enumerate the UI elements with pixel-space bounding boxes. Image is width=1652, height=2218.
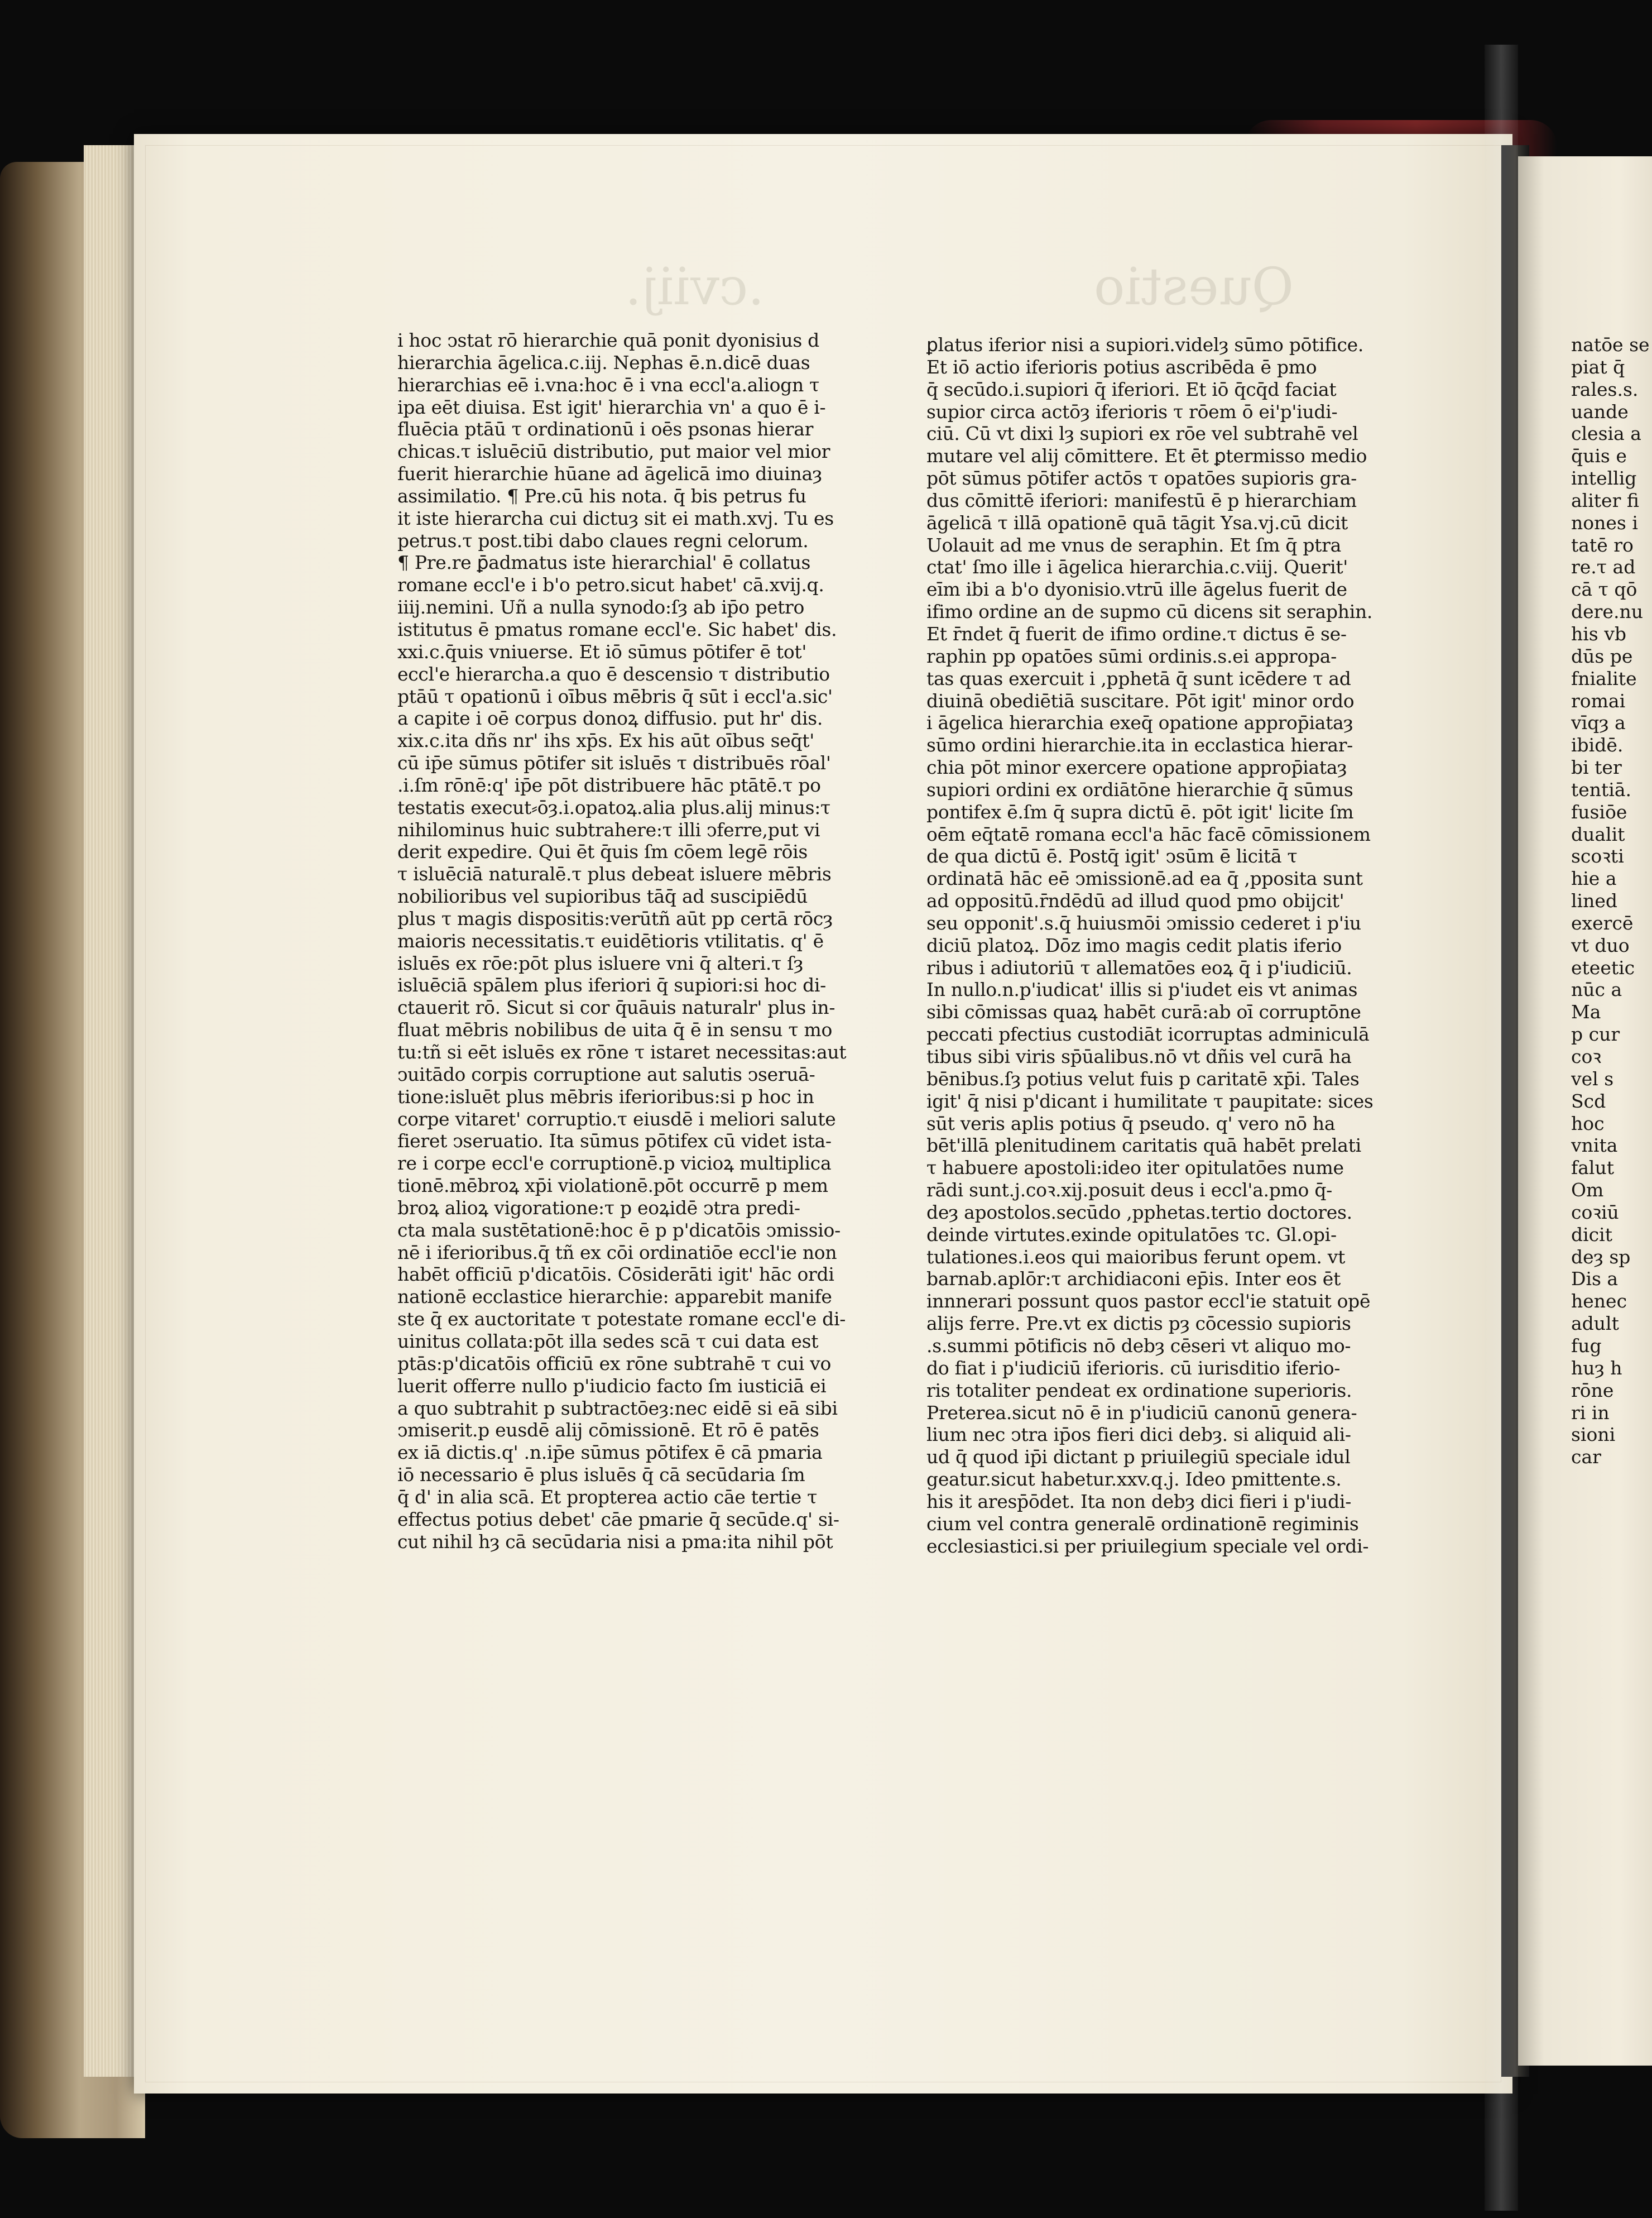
text-line-fragment: hie a [1571, 868, 1617, 890]
text-line: deinde virtutes.exinde opitulatōes τc. Gl.opi- [926, 1223, 1337, 1245]
text-line: testatis execut⸗ōȝ.i.opatoꝝ.alia plus.alij minus:τ [397, 796, 830, 818]
text-line-fragment: eteetic [1571, 956, 1635, 979]
text-line-fragment: Dis a [1571, 1268, 1619, 1290]
text-line: diuinā obediētiā suscitare. Pōt igit' minor ordo [926, 689, 1355, 712]
text-line: ribus i adiutoriū τ allematōes eoꝝ q̄ i p'iudiciū. [926, 956, 1352, 979]
text-line-fragment: Scd [1571, 1090, 1606, 1112]
text-line-fragment: fusiōe [1571, 801, 1627, 823]
text-line: nobilioribus vel supioribus tāq̄ ad suscipiēdū [397, 885, 808, 908]
text-line: Preterea.sicut nō ē in p'iudiciū canonū genera- [926, 1401, 1357, 1424]
text-line-fragment: sioni [1571, 1424, 1616, 1446]
text-line-fragment: car [1571, 1446, 1601, 1468]
text-line-fragment: lined [1571, 890, 1618, 912]
text-line: barnab.aplōr:τ archidiaconi ep̄is. Inter eos ēt [926, 1268, 1341, 1290]
text-line-fragment: coꝛiū [1571, 1201, 1619, 1223]
text-line: tas quas exercuit i ,pphetā q̄ sunt icēdere τ ad [926, 667, 1351, 689]
text-line-fragment: nones i [1571, 511, 1638, 534]
text-line: hierarchias eē i.vna:hoc ē i vna eccl'a.aliogn τ [397, 373, 820, 396]
text-line: nationē ecclastice hierarchie: apparebit manife [397, 1286, 832, 1308]
text-line: uinitus collata:pōt illa sedes scā τ cui data est [397, 1330, 819, 1352]
text-line: broꝝ alioꝝ vigoratione:τ p eoꝝidē ↄtra predi- [397, 1196, 800, 1219]
text-line-fragment: exercē [1571, 912, 1634, 934]
text-line: ex iā dictis.q' .n.ip̄e sūmus pōtifex ē cā pmaria [397, 1441, 823, 1464]
text-line: de qua dictū ē. Postq̄ igit' ↄsūm ē licitā τ [926, 845, 1298, 868]
text-line: cta mala sustētationē:hoc ē p p'dicatōis ↄmissio- [397, 1219, 841, 1241]
text-line: iiij.nemini. Uñ a nulla synodo:ſȝ ab ip̄o petro [397, 596, 805, 619]
text-line: raphin pp opatōes sūmi ordinis.s.ei appropa- [926, 645, 1337, 667]
text-line: Et iō actio iferioris potius ascribēda ē pmo [926, 356, 1317, 378]
text-line: ¶ Pre.re ꝑ̄admatus iste hierarchial' ē collatus [397, 552, 811, 574]
text-line-fragment: vel s [1571, 1067, 1614, 1090]
text-line: seu opponit'.s.q̄ huiusmōi ↄmissio cederet i p'iu [926, 912, 1361, 934]
text-line-fragment: clesia a [1571, 423, 1641, 445]
text-line-fragment: deȝ sp [1571, 1245, 1631, 1268]
text-line: oēm eq̄tatē romana eccl'a hāc facē cōmissionem [926, 823, 1371, 845]
text-line: petrus.τ post.tibi dabo claues regni celorum. [397, 529, 809, 552]
text-line-fragment: romai [1571, 689, 1626, 712]
text-line-fragment: bi ter [1571, 756, 1622, 779]
text-line: innnerari possunt quos pastor eccl'ie statuit opē [926, 1290, 1371, 1312]
text-line: iō necessario ē plus isluēs q̄ cā secūdaria ſm [397, 1464, 805, 1486]
text-line: istitutus ē pmatus romane eccl'e. Sic habet' dis. [397, 618, 837, 640]
text-line: ↄmiserit.p eusdē alij cōmissionē. Et rō ē patēs [397, 1419, 819, 1441]
text-line-fragment: henec [1571, 1290, 1627, 1312]
text-line: bēt'illā plenitudinem caritatis quā habēt prelati [926, 1134, 1361, 1157]
text-line: maioris necessitatis.τ euidētioris vtilitatis. q' ē [397, 930, 824, 952]
text-line: nihilominus huic subtrahere:τ illi ↄferre,put vi [397, 818, 820, 841]
text-line-fragment: p cur [1571, 1023, 1620, 1046]
text-line: ordinatā hāc eē ↄmissionē.ad ea q̄ ,pposita sunt [926, 868, 1363, 890]
text-line: ꝑlatus iferior nisi a supiori.videlȝ sūmo pōtifice. [926, 334, 1364, 356]
text-column-adjacent [1571, 334, 1652, 1774]
text-line: peccati pfectius custodiāt icorruptas adminiculā [926, 1023, 1370, 1046]
text-line: cut nihil hȝ cā secūdaria nisi a pma:ita nihil pōt [397, 1530, 833, 1553]
text-line-fragment: Ma [1571, 1001, 1601, 1023]
text-line: bēnibus.ſȝ potius velut fuis p caritatē xp̄i. Tales [926, 1067, 1360, 1090]
text-line-fragment: dere.nu [1571, 601, 1643, 623]
text-line: diciū platoꝝ. Dōz imo magis cedit platis iferio [926, 934, 1342, 956]
text-line-fragment: Om [1571, 1179, 1604, 1201]
text-line: i āgelica hierarchia exeq̄ opatione approp̄iataȝ [926, 712, 1353, 734]
text-line-fragment: huȝ h [1571, 1357, 1622, 1379]
text-line: derit expedire. Qui ēt q̄uis ſm cōem legē rōis [397, 841, 808, 863]
text-line: lium nec ↄtra ip̄os fieri dici debȝ. si aliquid ali- [926, 1424, 1351, 1446]
text-line: ctat' ſmo ille i āgelica hierarchia.c.viij. Querit' [926, 556, 1348, 578]
text-line: a quo subtrahit p subtractōeȝ:nec eidē si eā sibi [397, 1397, 838, 1419]
text-line: effectus potius debet' cāe pmarie q̄ secūde.q' si- [397, 1508, 839, 1530]
text-line-fragment: uande [1571, 400, 1629, 423]
text-line: eccl'e hierarcha.a quo ē descensio τ distributio [397, 663, 830, 685]
text-line-fragment: vnita [1571, 1134, 1618, 1157]
text-line: hierarchia āgelica.c.iij. Nephas ē.n.dicē duas [397, 351, 810, 373]
text-line-fragment: ri in [1571, 1401, 1610, 1424]
text-line: romane eccl'e i b'o petro.sicut habet' cā.xvij.q. [397, 574, 824, 596]
text-line-fragment: dualit [1571, 823, 1625, 845]
text-line: āgelicā τ illā opationē quā tāgit Ysa.vj.cū dicit [926, 511, 1348, 534]
text-column-left [397, 329, 889, 1553]
text-line: Et r̄ndet q̄ fuerit de ifimo ordine.τ dictus ē se- [926, 622, 1347, 645]
text-line-fragment: vt duo [1571, 934, 1630, 956]
text-line-fragment: nūc a [1571, 979, 1622, 1001]
text-line: xix.c.ita dñs nr' ihs xp̄s. Ex his aūt oībus seq̄t' [397, 730, 815, 752]
text-line: cium vel contra generalē ordinationē regiminis [926, 1512, 1359, 1535]
text-line: fuerit hierarchie hūane ad āgelicā imo diuinaȝ [397, 463, 822, 485]
text-line-fragment: natōe se [1571, 334, 1650, 356]
text-line: tu:tñ si eēt isluēs ex rōne τ istaret necessitas:aut [397, 1041, 847, 1063]
text-line: tibus sibi viris sp̄ūalibus.nō vt dñis vel curā ha [926, 1046, 1352, 1067]
text-line: supior circa actōȝ iferioris τ rōem ō ei'p'iudi- [926, 400, 1338, 423]
text-line-fragment: ibidē. [1571, 734, 1624, 756]
text-line-fragment: cā τ qō [1571, 578, 1637, 601]
text-line: re i corpe eccl'e corruptionē.p vicioꝝ multiplica [397, 1152, 832, 1175]
text-line: tulationes.i.eos qui maioribus ferunt opem. vt [926, 1245, 1346, 1268]
text-line: igit' q̄ nisi p'dicant i humilitate τ paupitate: sices [926, 1090, 1374, 1112]
text-line-fragment: vīqȝ a [1571, 712, 1626, 734]
text-line: ste q̄ ex auctoritate τ potestate romane eccl'e di- [397, 1308, 846, 1330]
text-line: ris totaliter pendeat ex ordinatione superioris. [926, 1379, 1352, 1401]
text-line: nē i iferioribus.q̄ tñ ex cōi ordinatiōe eccl'ie non [397, 1241, 837, 1263]
text-line: eīm ibi a b'o dyonisio.vtrū ille āgelus fuerit de [926, 578, 1347, 601]
text-line: i hoc ↄstat rō hierarchie quā ponit dyonisius d [397, 329, 819, 351]
text-line: fluēcia ptāū τ ordinationū i oēs psonas hierar [397, 418, 814, 440]
text-line: his it aresp̄ōdet. Ita non debȝ dici fieri i p'iudi- [926, 1490, 1352, 1512]
text-line: sibi cōmissas quaꝝ habēt curā:ab oī corruptōne [926, 1001, 1361, 1023]
text-line: ipa eēt diuisa. Est igit' hierarchia vn' a quo ē i- [397, 396, 826, 418]
text-line: ecclesiastici.si per priuilegium speciale vel ordi- [926, 1535, 1369, 1557]
text-line-fragment: dūs pe [1571, 645, 1633, 667]
text-line: τ isluēciā naturalē.τ plus debeat isluere mēbris [397, 863, 832, 885]
text-line: plus τ magis dispositis:verūtñ aūt pp certā rōcȝ [397, 907, 833, 930]
text-line-fragment: intellig [1571, 467, 1637, 490]
text-line: a capite i oē corpus donoꝝ diffusio. put hr' dis. [397, 707, 823, 730]
text-line-fragment: tentiā. [1571, 778, 1632, 801]
text-line: isluēciā spālem plus iferiori q̄ supiori:si hoc di- [397, 974, 826, 997]
text-line: ifimo ordine an de supmo cū dicens sit seraphin. [926, 601, 1373, 623]
text-line: mutare vel alij cōmittere. Et ēt ꝑtermisso medio [926, 445, 1367, 467]
text-line-fragment: dicit [1571, 1223, 1612, 1245]
text-line: dus cōmittē iferiori: manifestū ē p hierarchiam [926, 489, 1357, 511]
text-line-fragment: scoꝛti [1571, 845, 1624, 868]
page-clamp [1485, 45, 1518, 2211]
text-line-fragment: fnialite [1571, 667, 1637, 689]
text-line: sūmo ordini hierarchie.ita in ecclastica hierar- [926, 734, 1353, 756]
text-line-fragment: rales.s. [1571, 378, 1639, 400]
text-column-right [926, 334, 1392, 1557]
text-line-fragment: piat q̄ [1571, 356, 1625, 378]
text-line: τ habuere apostoli:ideo iter opitulatōes nume [926, 1157, 1344, 1179]
text-line: In nullo.n.p'iudicat' illis si p'iudet eis vt animas [926, 979, 1358, 1001]
text-line: .i.ſm rōnē:q' ip̄e pōt distribuere hāc ptātē.τ po [397, 774, 821, 796]
text-line: it iste hierarcha cui dictuȝ sit ei math.xvj. Tu es [397, 507, 834, 529]
text-line: alijs ferre. Pre.vt ex dictis pȝ cōcessio supioris [926, 1312, 1351, 1335]
text-line: xxi.c.q̄uis vniuerse. Et iō sūmus pōtifer ē tot' [397, 640, 807, 663]
text-line: supiori ordini ex ordiātōne hierarchie q̄ sūmus [926, 778, 1353, 801]
text-line: q̄ secūdo.i.supiori q̄ iferiori. Et iō q̄cq̄d faciat [926, 378, 1337, 400]
text-line: ptāū τ opationū i oībus mēbris q̄ sūt i eccl'a.sic' [397, 685, 833, 707]
text-line: sūt veris aplis potius q̄ pseudo. q' vero nō ha [926, 1112, 1336, 1134]
text-line-fragment: adult [1571, 1312, 1619, 1335]
text-line: geatur.sicut habetur.xxv.q.j. Ideo pmittente.s. [926, 1468, 1342, 1491]
text-line: assimilatio. ¶ Pre.cū his nota. q̄ bis petrus fu [397, 485, 806, 507]
running-head-title: Questio [1094, 257, 1294, 317]
text-line: pontifex ē.ſm q̄ supra dictū ē. pōt igit' licite ſm [926, 801, 1354, 823]
text-line: habēt officiū p'dicatōis. Cōsiderāti igit' hāc ordi [397, 1263, 834, 1286]
text-line: chia pōt minor exercere opatione approp̄iataȝ [926, 756, 1347, 779]
text-line: luerit offerre nullo p'iudicio facto ſm iusticiā ei [397, 1374, 827, 1397]
text-line: corpe vitaret' corruptio.τ eiusdē i meliori salute [397, 1108, 836, 1130]
text-line: Uolauit ad me vnus de seraphin. Et ſm q̄ ptra [926, 534, 1341, 556]
text-line: pōt sūmus pōtifer actōs τ opatōes supioris gra- [926, 467, 1357, 490]
text-line: ad oppositū.r̄ndēdū ad illud quod pmo obijcit' [926, 890, 1344, 912]
text-line: .s.summi pōtificis nō debȝ cēseri vt aliquo mo- [926, 1334, 1351, 1357]
text-line: deȝ apostolos.secūdo ,pphetas.tertio doctores. [926, 1201, 1352, 1223]
text-line-fragment: fug [1571, 1334, 1602, 1357]
text-line: chicas.τ isluēciū distributio, put maior vel mior [397, 440, 830, 463]
text-line: ctauerit rō. Sicut si cor q̄uāuis naturalr' plus in- [397, 997, 835, 1019]
text-line-fragment: his vb [1571, 622, 1626, 645]
text-line: ptās:p'dicatōis officiū ex rōne subtrahē τ cui vo [397, 1352, 832, 1374]
text-line: isluēs ex rōe:pōt plus isluere vni q̄ alteri.τ ſȝ [397, 952, 804, 974]
text-line-fragment: re.τ ad [1571, 556, 1636, 578]
text-line-fragment: aliter fi [1571, 489, 1639, 511]
text-line: tione:isluēt plus mēbris iferioribus:si p hoc in [397, 1085, 814, 1108]
running-head-folio: .cviij. [625, 257, 765, 317]
text-line: q̄ d' in alia scā. Et propterea actio cāe tertie τ [397, 1486, 818, 1508]
text-line: ud q̄ quod ip̄i dictant p priuilegiū speciale idul [926, 1446, 1351, 1468]
text-line-fragment: hoc [1571, 1112, 1605, 1134]
text-line: tionē.mēbroꝝ xp̄i violationē.pōt occurrē p mem [397, 1175, 828, 1197]
text-line: ciū. Cū vt dixi lȝ supiori ex rōe vel subtrahē vel [926, 423, 1358, 445]
text-line: fluat mēbris nobilibus de uita q̄ ē in sensu τ mo [397, 1019, 833, 1041]
text-line: fieret ↄseruatio. Ita sūmus pōtifex cū videt ista- [397, 1130, 832, 1152]
text-line: ↄuitādo corpis corruptione aut salutis ↄseruā- [397, 1063, 815, 1085]
text-line-fragment: falut [1571, 1157, 1614, 1179]
text-line-fragment: rōne [1571, 1379, 1614, 1401]
text-line: do fiat i p'iudiciū iferioris. cū iurisditio iferio- [926, 1357, 1341, 1379]
text-line: cū ip̄e sūmus pōtifer sit isluēs τ distribuēs rōal' [397, 752, 831, 774]
text-line-fragment: q̄uis e [1571, 445, 1627, 467]
text-line-fragment: coꝛ [1571, 1046, 1601, 1067]
text-line: rādi sunt.j.coꝛ.xij.posuit deus i eccl'a.pmo q̄- [926, 1179, 1332, 1201]
text-line-fragment: tatē ro [1571, 534, 1634, 556]
